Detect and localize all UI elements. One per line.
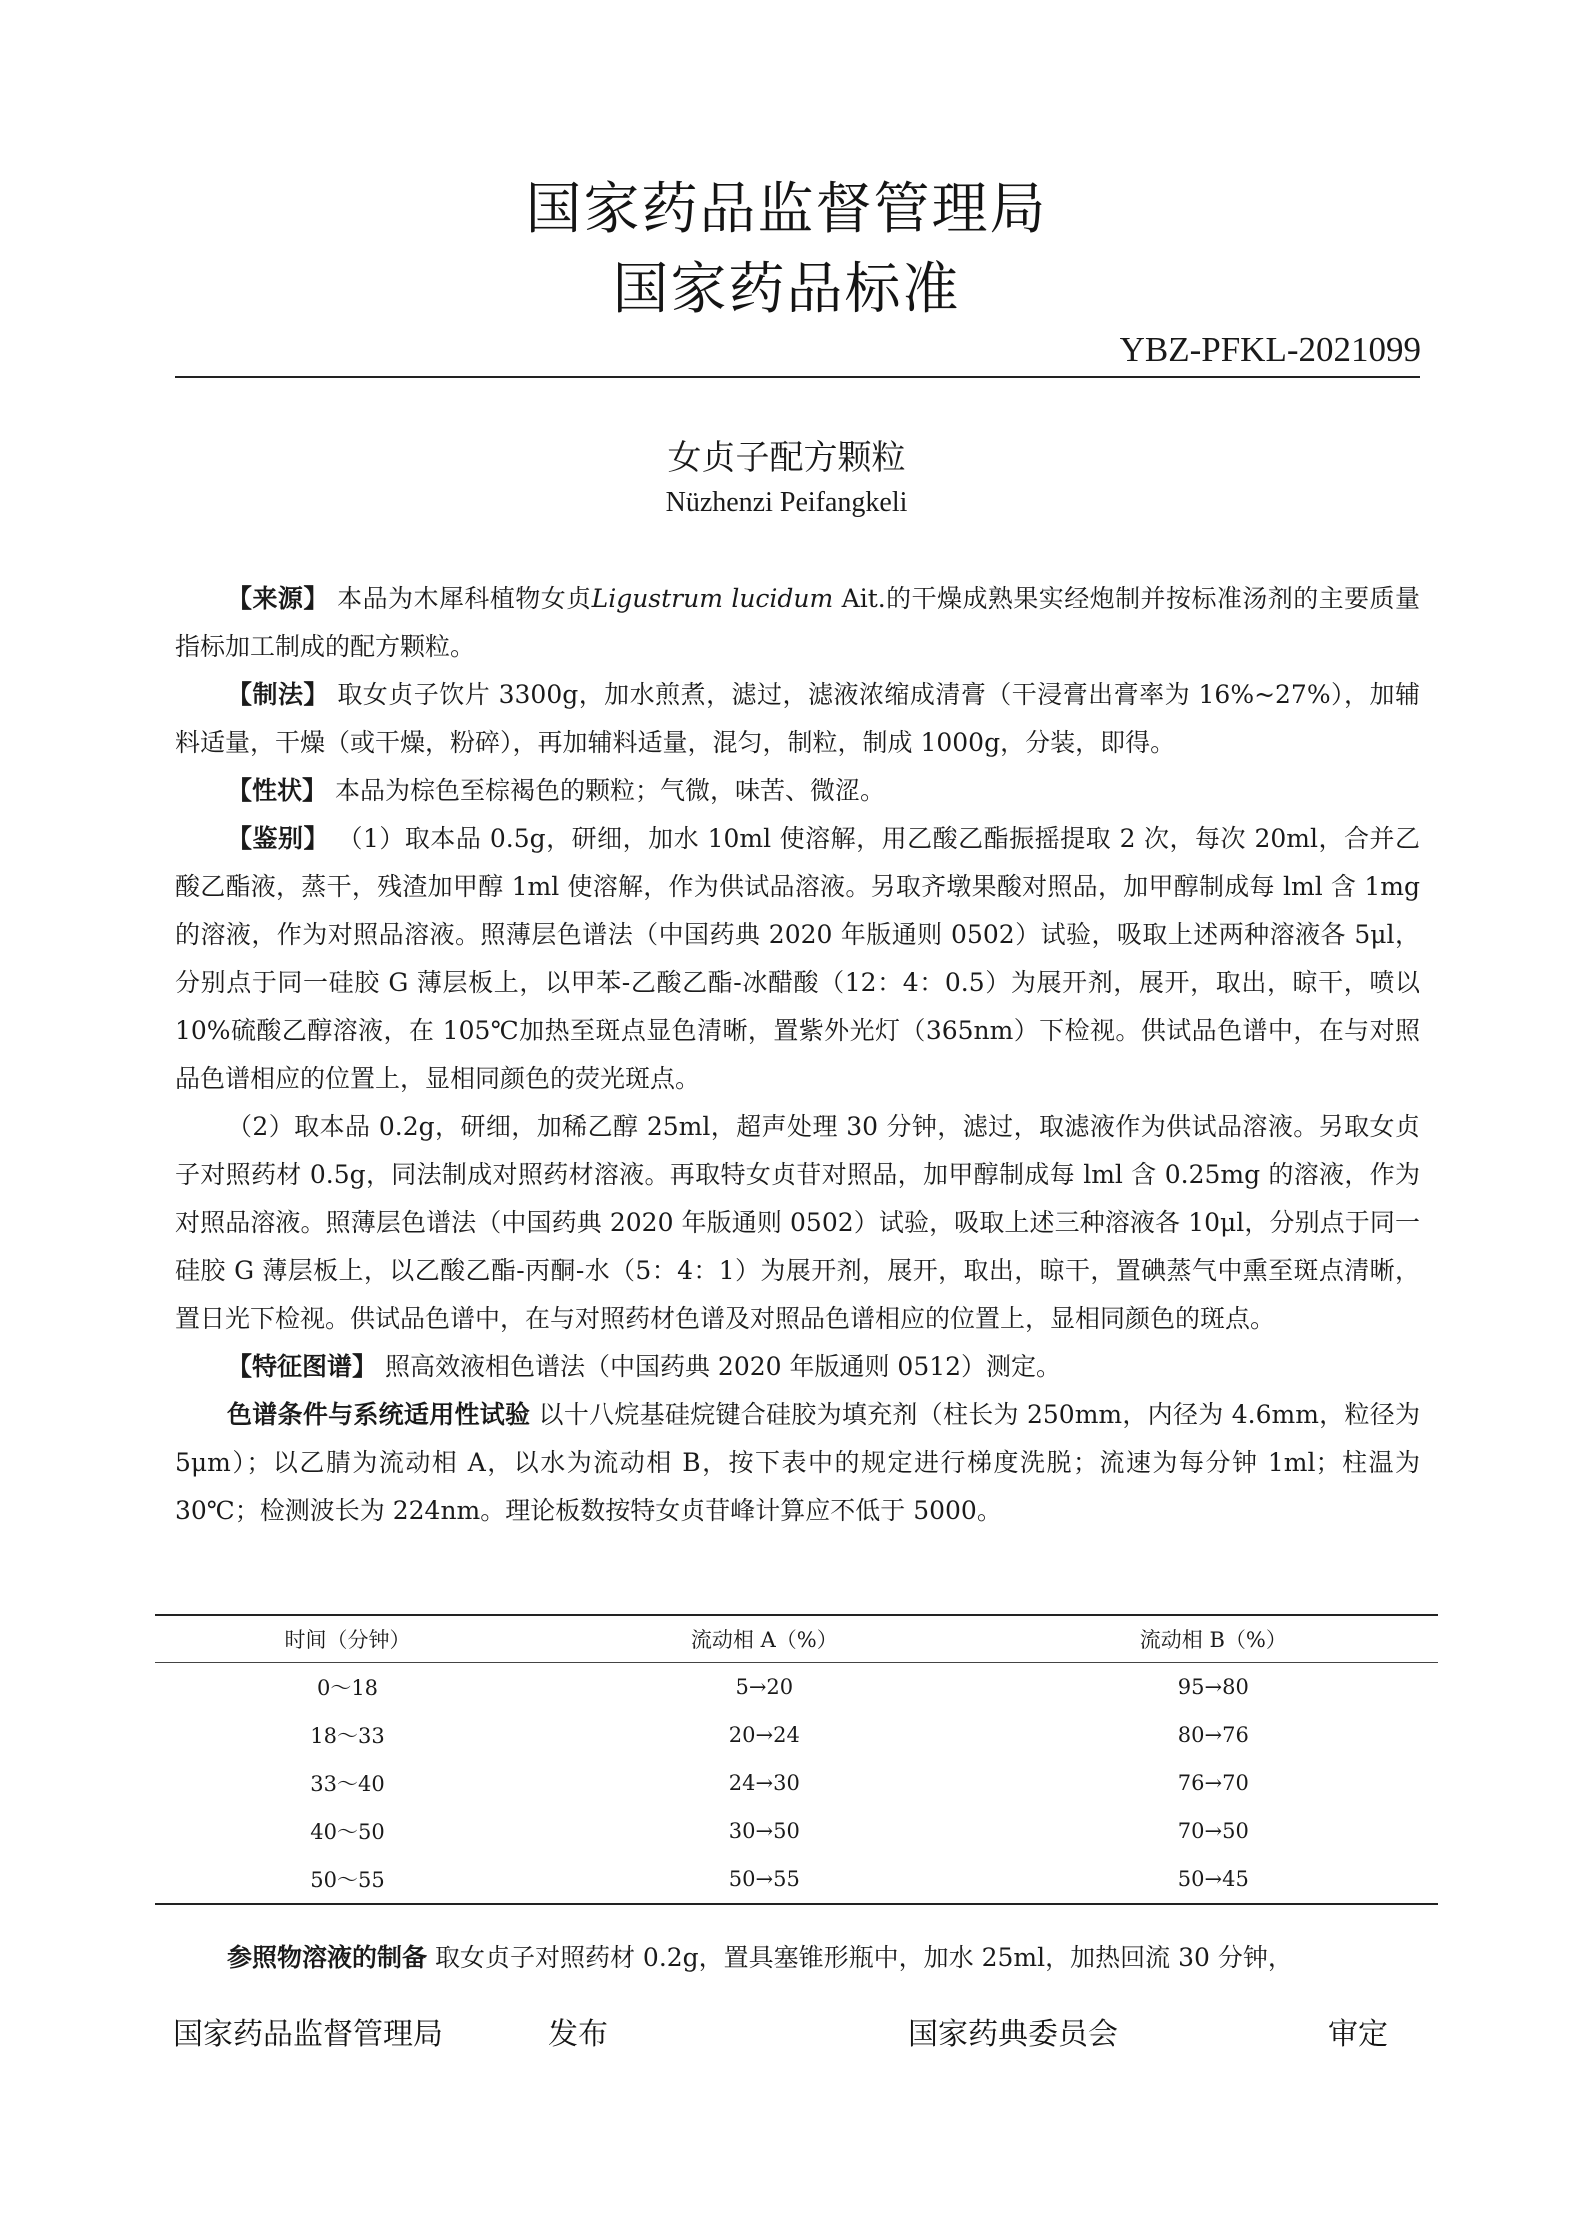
fingerprint-label: 【特征图谱】 — [227, 1352, 378, 1381]
characteristics-label: 【性状】 — [227, 776, 328, 805]
chromatography-text: 以十八烷基硅烷键合硅胶为填充剂（柱长为 250mm，内径为 4.6mm，粒径为 5μm）；以乙腈为流动相 A，以水为流动相 B，按下表中的规定进行梯度洗脱；流速为每分钟 1ml；柱温为 30℃；检测波长为 224nm。理论板数按特女贞苷峰计算应不低于 5000。 — [175, 1400, 1420, 1525]
table-cell: 80→76 — [1177, 1723, 1249, 1747]
footer-reviewer: 国家药典委员会 — [908, 2017, 1118, 2052]
table-cell: 20→24 — [728, 1723, 800, 1747]
table-cell: 5→20 — [735, 1675, 794, 1699]
footer-issuer: 国家药品监督管理局 — [173, 2017, 443, 2052]
footer-review-label: 审定 — [1328, 2017, 1388, 2052]
characteristics-text: 本品为棕色至棕褐色的颗粒；气微，味苦、微涩。 — [334, 776, 885, 805]
footer-issue-label: 发布 — [548, 2017, 608, 2052]
identification-paragraph-2 — [175, 1103, 1420, 1343]
table-cell: 95→80 — [1177, 1675, 1249, 1699]
source-text-a: 本品为木犀科植物女贞 — [337, 584, 592, 613]
identification-label: 【鉴别】 — [227, 824, 330, 853]
table-cell: 24→30 — [728, 1771, 800, 1795]
source-latin-name: Ligustrum lucidum — [591, 584, 834, 613]
table-cell: 50→55 — [540, 1855, 989, 1904]
source-paragraph — [175, 575, 1420, 671]
reference-solution-text: 取女贞子对照药材 0.2g，置具塞锥形瓶中，加水 25ml，加热回流 30 分钟， — [434, 1943, 1293, 1972]
table-row — [155, 1855, 1438, 1904]
table-cell: 30→50 — [728, 1819, 800, 1843]
table-cell: 76→70 — [1177, 1771, 1249, 1795]
identification-text-1: （1）取本品 0.5g，研细，加水 10ml 使溶解，用乙酸乙酯振摇提取 2 次，每次 20ml，合并乙酸乙酯液，蒸干，残渣加甲醇 1ml 使溶解，作为供试品溶液。另取齐墩果酸对照品，加甲醇制成每 lml 含 1mg 的溶液，作为对照品溶液。照薄层色谱法（中国药典 2020 年版通则 0502）试验，吸取上述两种溶液各 5μl，分别点于同一硅胶 G 薄层板上，以甲苯-乙酸乙酯-冰醋酸（12：4：0.5）为展开剂，展开，取出，晾干，喷以 10%硫酸乙醇溶液，在 105℃加热至斑点显色清晰，置紫外光灯（365nm）下检视。供试品色谱中，在与对照品色谱相应的位置上，显相同颜色的荧光斑点。 — [175, 824, 1420, 1093]
chromatography-label: 色谱条件与系统适用性试验 — [227, 1400, 531, 1429]
standard-code: YBZ-PFKL-2021099 — [1119, 330, 1421, 369]
header-divider — [175, 376, 1420, 378]
table-cell: 0～18 — [316, 1676, 379, 1700]
characteristics-paragraph — [175, 767, 1420, 815]
preparation-text: 取女贞子饮片 3300g，加水煎煮，滤过，滤液浓缩成清膏（干浸膏出膏率为 16%~27%），加辅料适量，干燥（或干燥，粉碎），再加辅料适量，混匀，制粒，制成 1000g，分装，即得。 — [175, 680, 1420, 757]
column-header-phase-a: 流动相 A（%） — [540, 1615, 989, 1663]
column-header-time: 时间（分钟） — [155, 1615, 540, 1663]
source-label: 【来源】 — [227, 584, 329, 613]
identification-text-2: （2）取本品 0.2g，研细，加稀乙醇 25ml，超声处理 30 分钟，滤过，取滤液作为供试品溶液。另取女贞子对照药材 0.5g，同法制成对照药材溶液。再取特女贞苷对照品，加甲醇制成每 lml 含 0.25mg 的溶液，作为对照品溶液。照薄层色谱法（中国药典 2020 年版通则 0502）试验，吸取上述三种溶液各 10μl，分别点于同一硅胶 G 薄层板上，以乙酸乙酯-丙酮-水（5：4：1）为展开剂，展开，取出，晾干，置碘蒸气中熏至斑点清晰，置日光下检视。供试品色谱中，在与对照药材色谱及对照品色谱相应的位置上，显相同颜色的斑点。 — [175, 1112, 1420, 1333]
table-cell: 70→50 — [1177, 1819, 1249, 1843]
fingerprint-text: 照高效液相色谱法（中国药典 2020 年版通则 0512）测定。 — [384, 1352, 1062, 1381]
table-row — [155, 1807, 1438, 1855]
gradient-table — [155, 1614, 1438, 1905]
reference-solution-label: 参照物溶液的制备 — [227, 1943, 428, 1972]
table-row — [155, 1663, 1438, 1712]
preparation-paragraph — [175, 671, 1420, 767]
monograph-body — [175, 575, 1420, 1535]
reference-solution-paragraph — [175, 1934, 1420, 1982]
table-cell: 50～55 — [155, 1855, 540, 1904]
table-cell: 33～40 — [310, 1772, 385, 1796]
table-cell: 18～33 — [310, 1724, 385, 1748]
agency-title: 国家药品监督管理局 — [525, 177, 1048, 242]
table-row — [155, 1759, 1438, 1807]
standard-title: 国家药品标准 — [612, 257, 961, 322]
source-text-b: Ait.的干燥成熟果实经炮制并按标准汤剂的主要质量指标加工制成的配方颗粒。 — [175, 584, 1420, 661]
product-name: 女贞子配方颗粒 — [667, 438, 906, 478]
table-header-row — [155, 1615, 1438, 1663]
preparation-label: 【制法】 — [227, 680, 329, 709]
column-header-phase-b: 流动相 B（%） — [989, 1615, 1438, 1663]
chromatography-paragraph — [175, 1391, 1420, 1535]
identification-paragraph-1 — [175, 815, 1420, 1103]
fingerprint-paragraph — [175, 1343, 1420, 1391]
product-pinyin: Nüzhenzi Peifangkeli — [665, 487, 908, 518]
table-cell: 50→45 — [989, 1855, 1438, 1904]
table-cell: 40～50 — [310, 1820, 385, 1844]
table-row — [155, 1711, 1438, 1759]
